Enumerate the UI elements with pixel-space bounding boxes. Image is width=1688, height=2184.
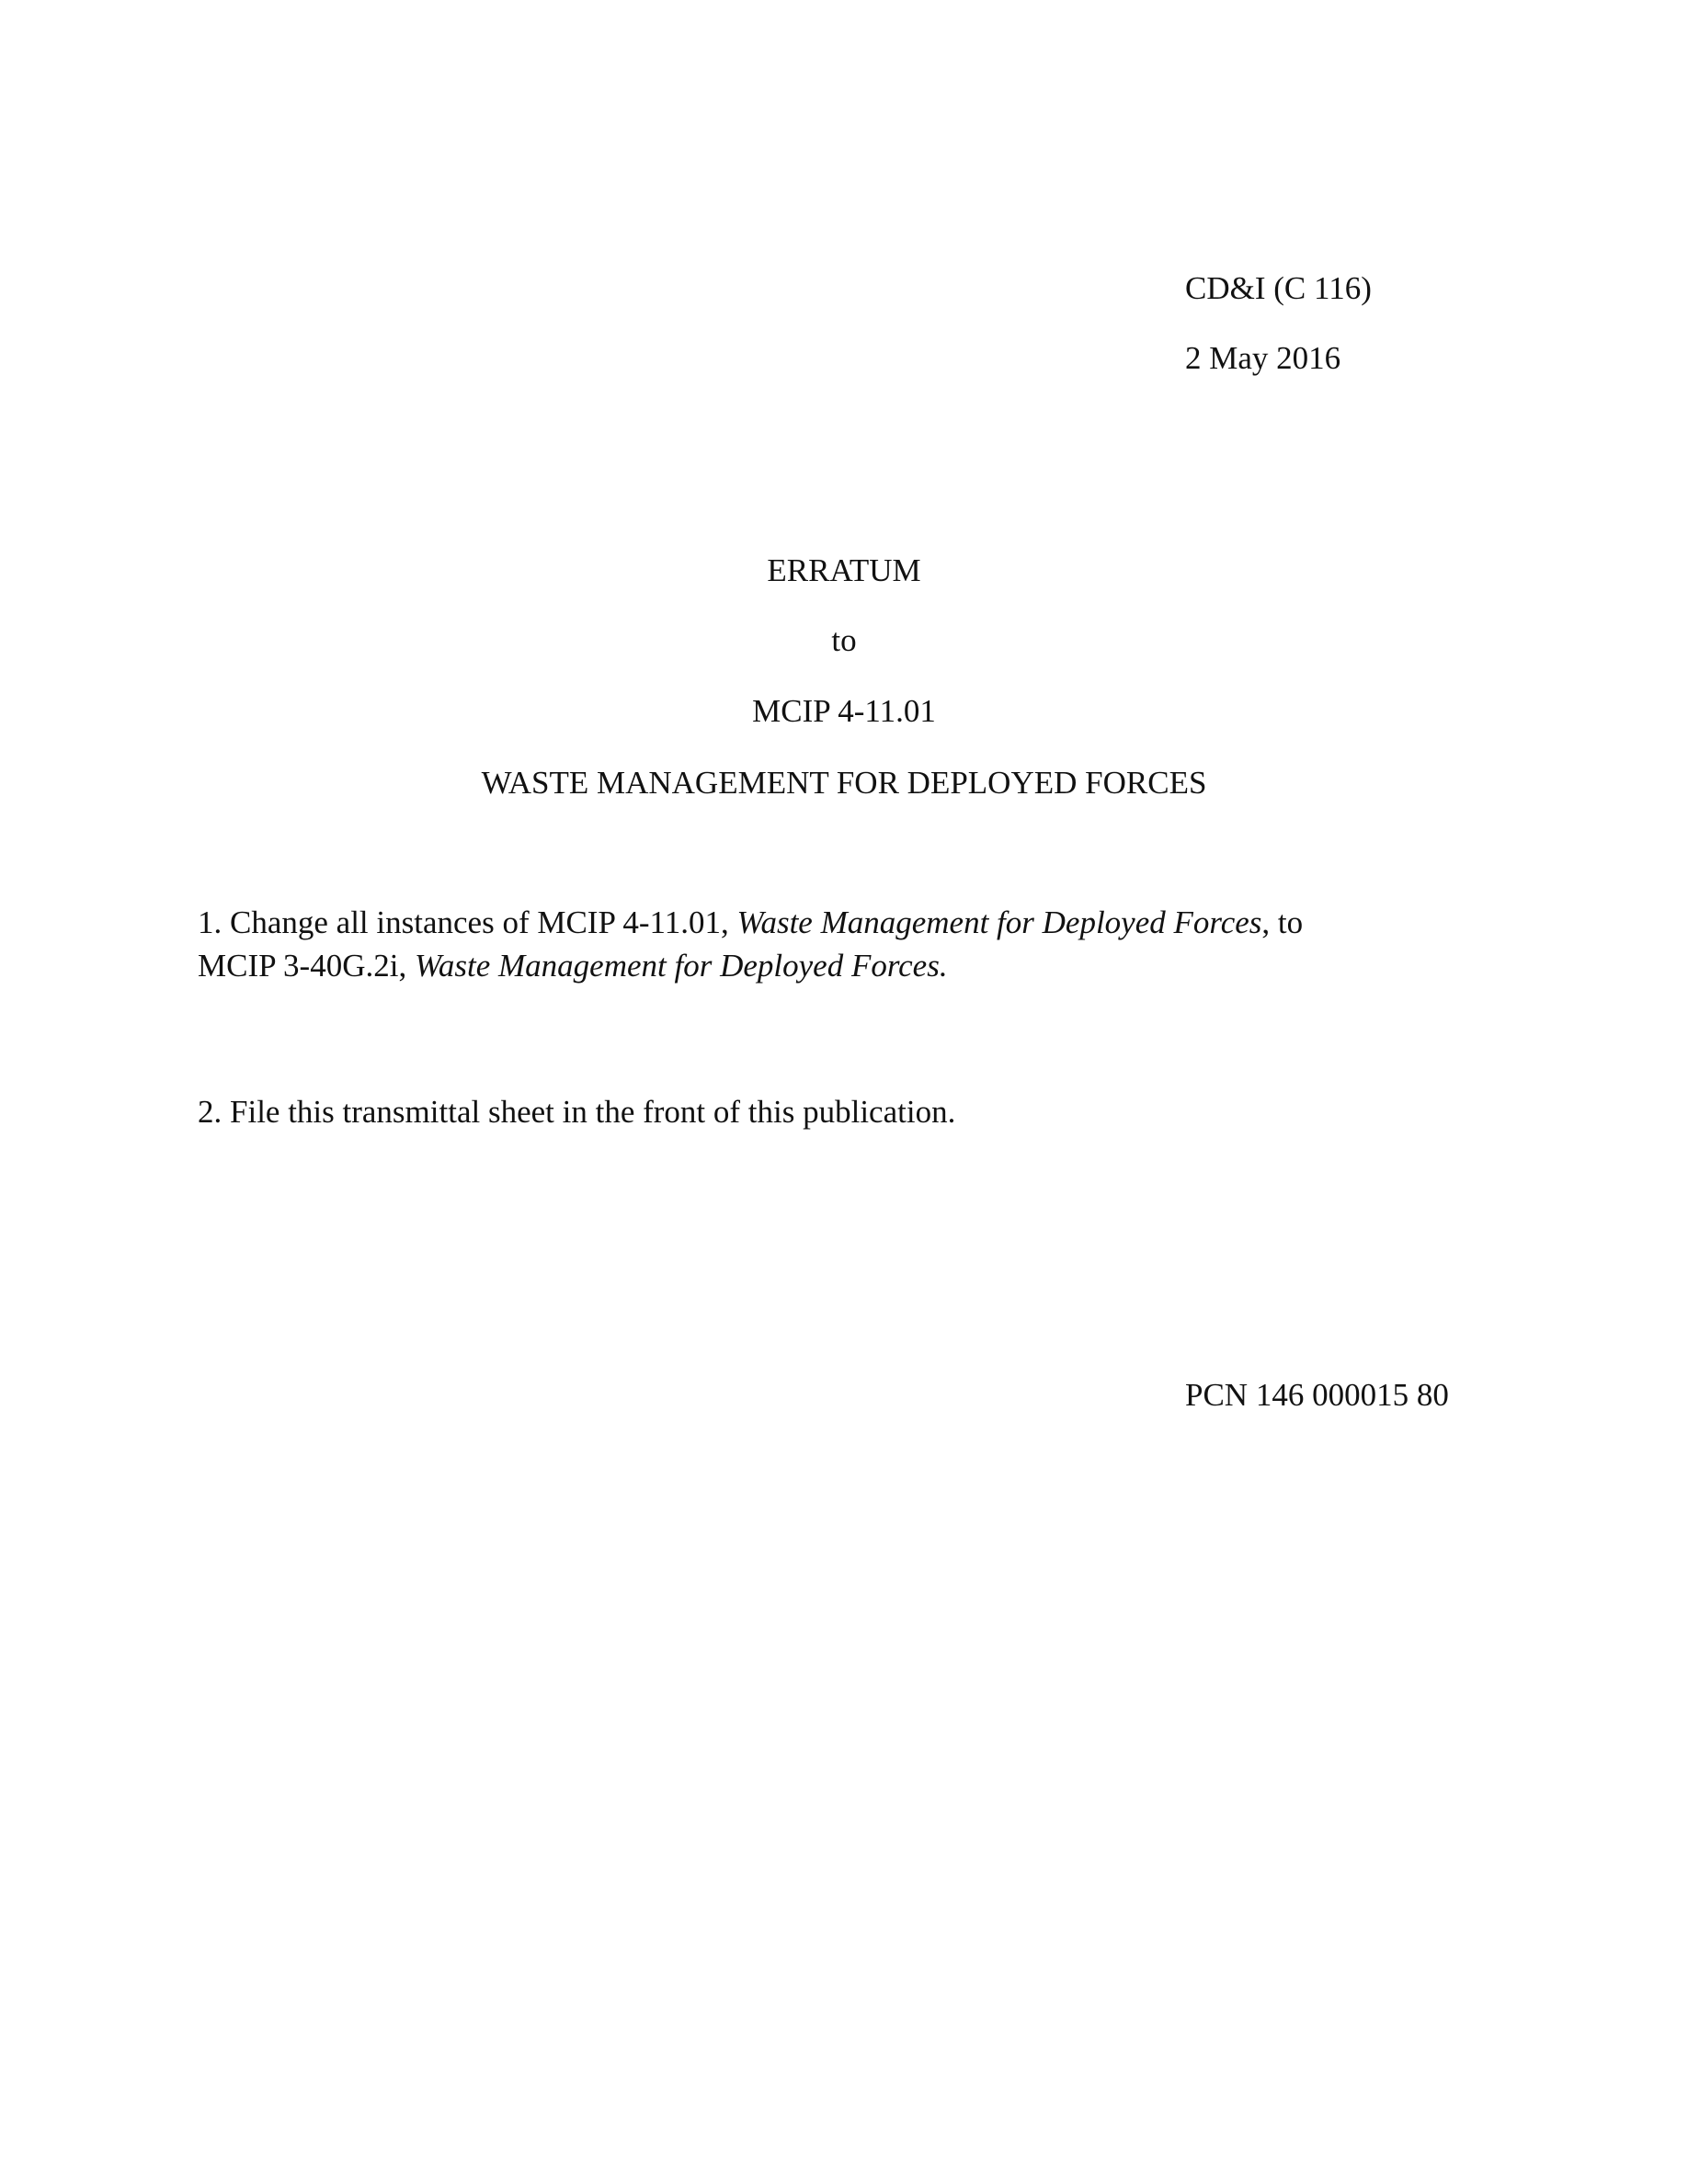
p1-middle: , to	[1261, 904, 1304, 940]
paragraph-1	[198, 901, 1393, 987]
erratum-heading: ERRATUM	[767, 552, 921, 588]
p1-line2-prefix: MCIP 3-40G.2i,	[198, 948, 415, 984]
p1-italic-title-1: Waste Management for Deployed Forces	[736, 904, 1262, 940]
issue-date: 2 May 2016	[1185, 340, 1341, 376]
paragraph-2: 2. File this transmittal sheet in the front of this publication.	[198, 1094, 956, 1130]
office-code: CD&I (C 116)	[1185, 270, 1372, 306]
pcn-number: PCN 146 000015 80	[1185, 1377, 1449, 1413]
p1-prefix: 1. Change all instances of MCIP 4-11.01,	[198, 904, 737, 940]
p1-italic-title-2: Waste Management for Deployed Forces.	[414, 948, 948, 984]
publication-number: MCIP 4-11.01	[752, 693, 936, 729]
heading-to: to	[831, 622, 857, 658]
publication-title: WASTE MANAGEMENT FOR DEPLOYED FORCES	[481, 765, 1207, 801]
